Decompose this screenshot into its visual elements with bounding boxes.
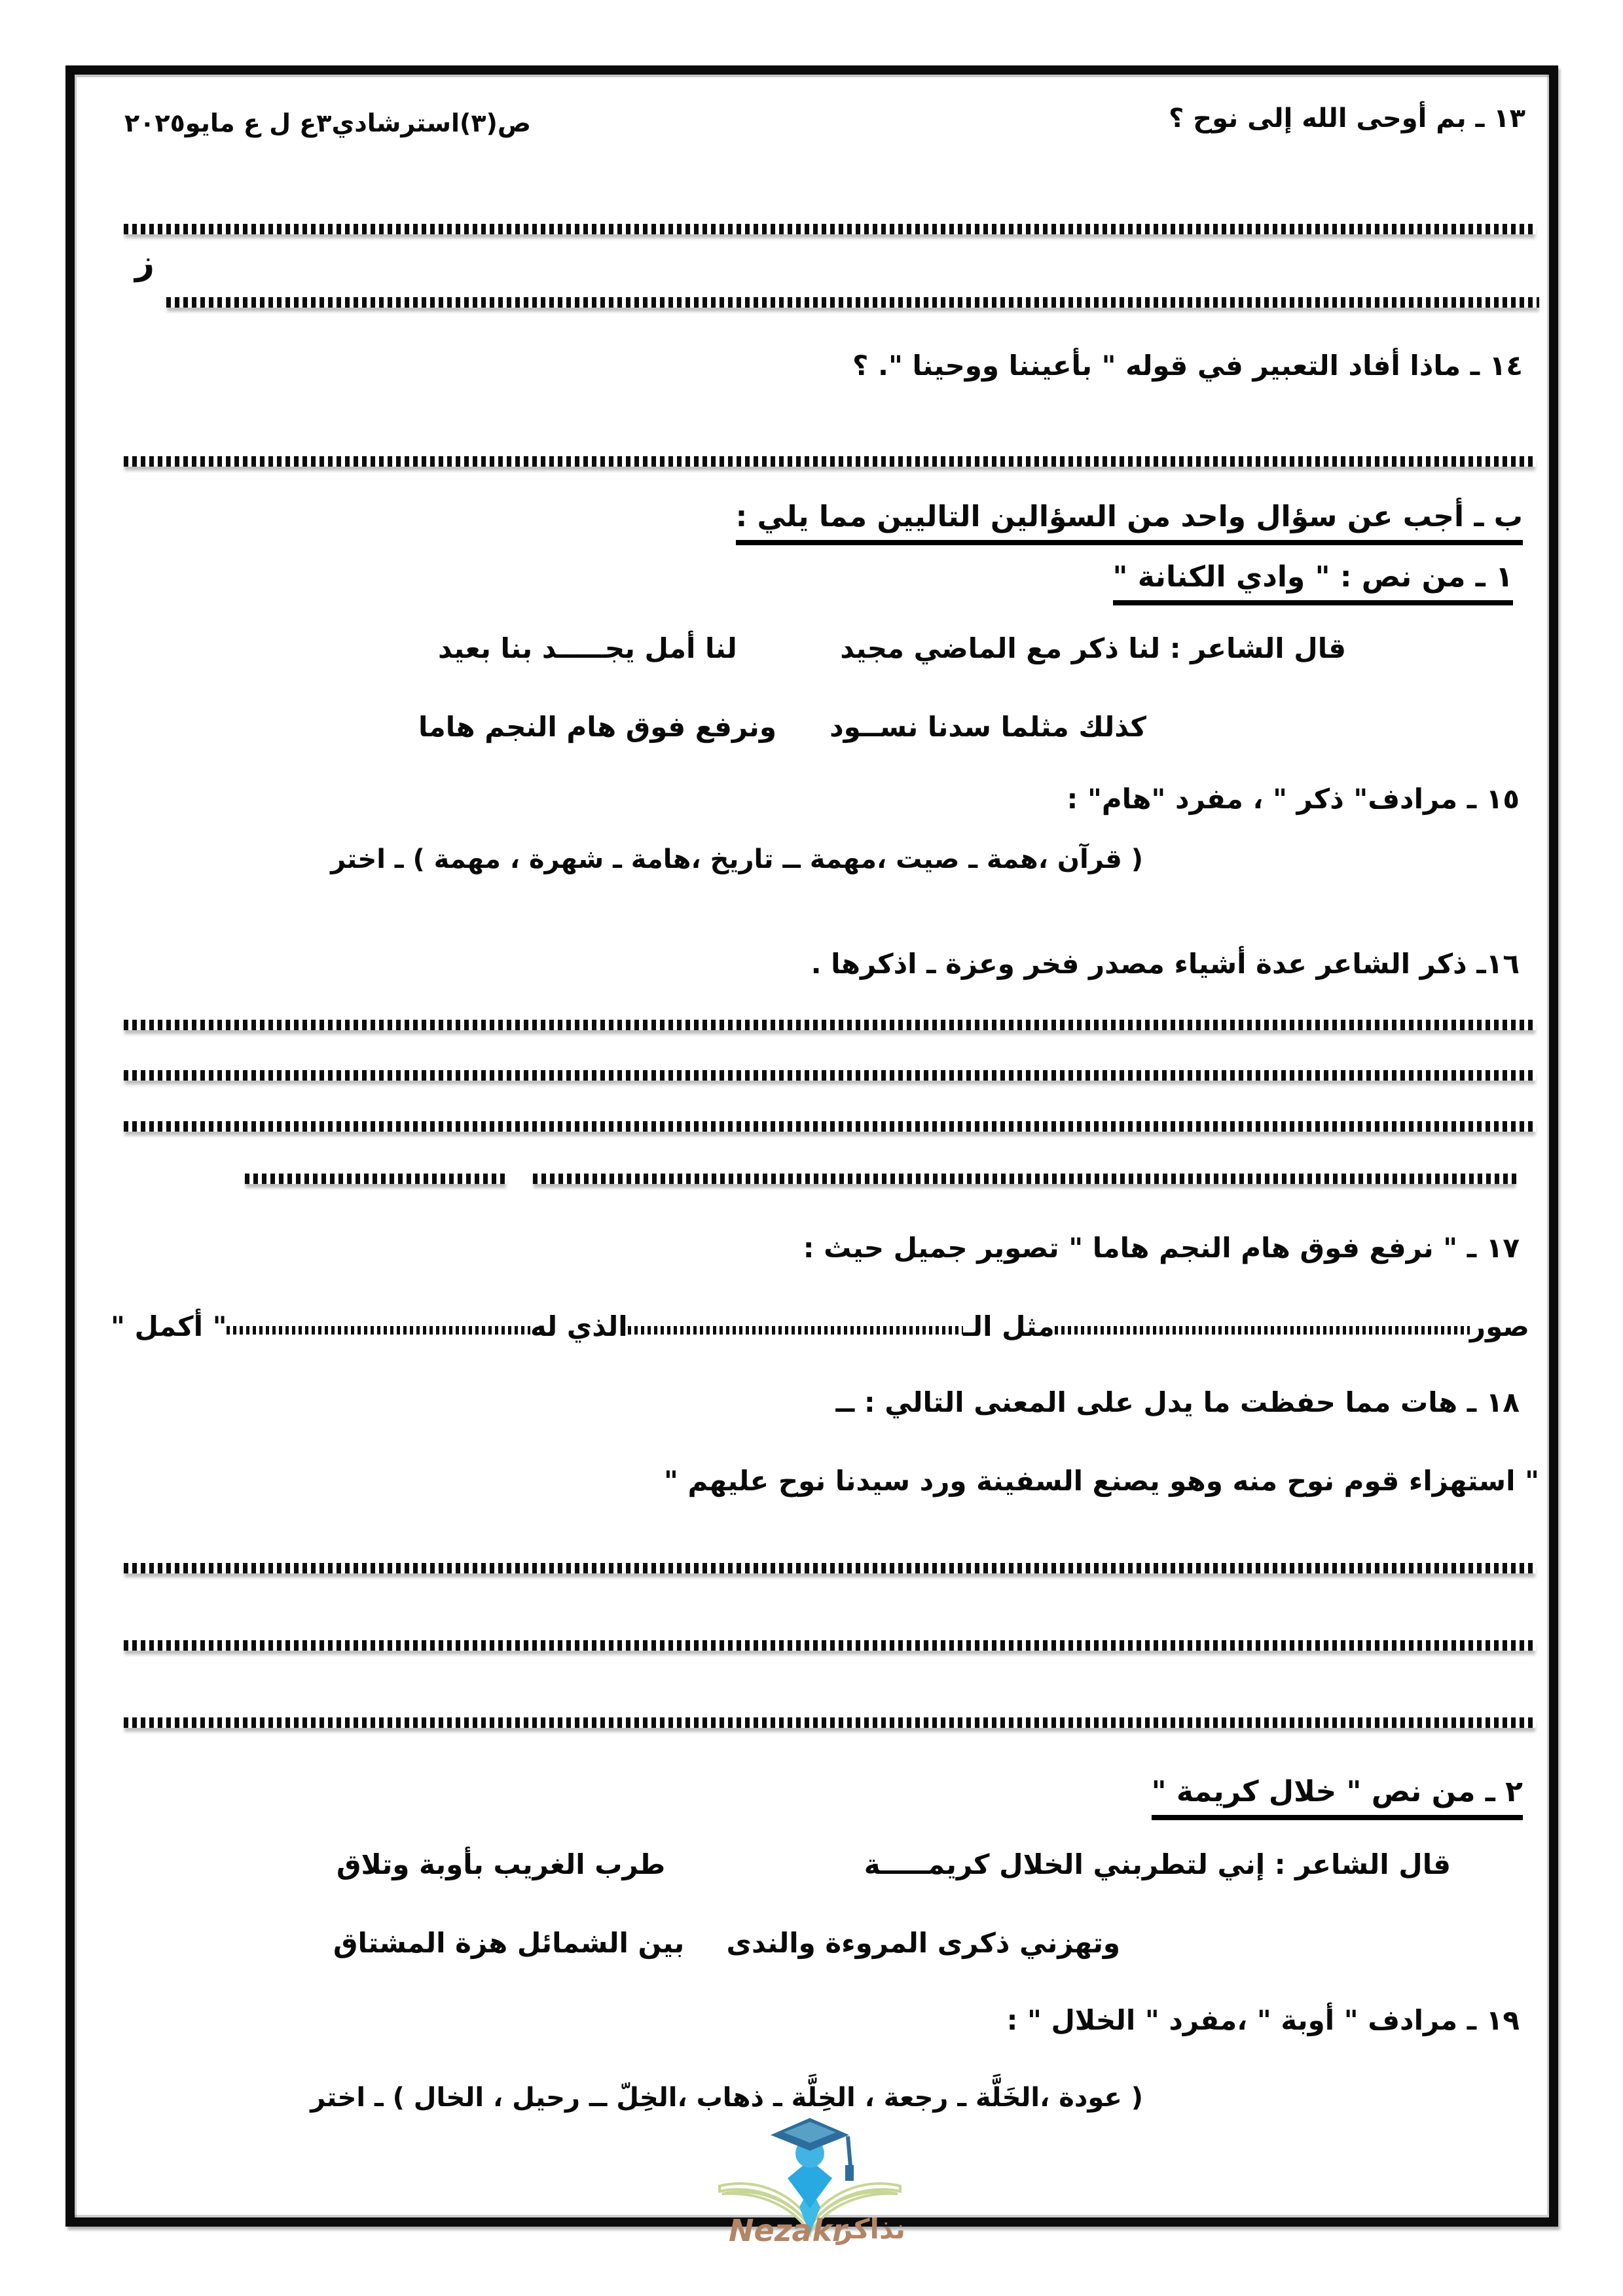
answer-line — [124, 1070, 1536, 1081]
answer-line — [124, 1121, 1536, 1132]
text1-heading: ١ ـ من نص : " وادي الكنانة " — [1113, 560, 1514, 605]
fill-word: الذي له — [530, 1310, 628, 1342]
hemistich-first: قال الشاعر : لنا ذكر مع الماضي مجيد — [840, 632, 1346, 664]
answer-line-segment — [245, 1174, 507, 1184]
hemistich-first: وتهزني ذكرى المروءة والندى — [726, 1927, 1120, 1959]
question-13: ١٣ ـ بم أوحى الله إلى نوح ؟ — [1169, 103, 1525, 134]
poem-verse — [333, 1927, 1120, 1959]
hemistich-second: بين الشمائل هزة المشتاق — [333, 1927, 685, 1959]
hemistich-first: كذلك مثلما سدنا نســود — [830, 711, 1146, 743]
question-19: ١٩ ـ مرادف " أوبة " ،مفرد " الخلال " : — [1006, 2004, 1520, 2036]
logo-name-arabic: نذاكر — [837, 2213, 905, 2245]
logo-name-latin: Nezakr — [729, 2213, 847, 2248]
fill-word: صور — [1469, 1310, 1529, 1342]
nezakr-logo — [710, 2110, 910, 2248]
question-15-options: ( قرآن ،همة ـ صيت ،مهمة ــ تاريخ ،هامة ـ شهرة ، مهمة ) ـ اختر — [331, 844, 1143, 874]
poem-verse — [418, 711, 1146, 743]
fill-word: مثل الـ — [962, 1310, 1055, 1342]
question-19-options: ( عودة ،الخَلَّة ـ رجعة ، الخِلَّة ـ ذهاب ،الخِلّ ــ رحيل ، الخال ) ـ اختر — [310, 2083, 1143, 2113]
hemistich-first: قال الشاعر : إني لتطربني الخلال كريمـــــة — [864, 1848, 1451, 1880]
answer-line — [166, 297, 1539, 308]
text2-heading: ٢ ـ من نص " خلال كريمة " — [1152, 1775, 1523, 1820]
answer-line — [124, 1717, 1536, 1728]
poem-verse — [337, 1848, 1451, 1880]
question-14: ١٤ ـ ماذا أفاد التعبير في قوله " بأعيننا ووحينا ". ؟ — [852, 350, 1523, 382]
answer-line — [124, 456, 1536, 467]
page-info: ص(٣)استرشادي٣ع ل ع مايو٢٠٢٥ — [124, 109, 532, 137]
question-17: ١٧ ـ " نرفع فوق هام النجم هاما " تصوير جميل حيث : — [803, 1232, 1520, 1264]
question-18: ١٨ ـ هات مما حفظت ما يدل على المعنى التالي : ــ — [835, 1386, 1520, 1418]
answer-letter: ز — [135, 243, 155, 283]
part-b-heading: ب ـ أجب عن سؤال واحد من السؤالين التاليين مما يلي : — [736, 500, 1523, 545]
answer-line — [124, 224, 1536, 234]
cap-tassel-icon — [848, 2136, 850, 2166]
hemistich-second: لنا أمل يجـــــد بنا بعيد — [438, 632, 737, 664]
fill-blank — [1055, 1326, 1470, 1335]
question-16: ١٦ـ ذكر الشاعر عدة أشياء مصدر فخر وعزة ـ اذكرها . — [811, 948, 1520, 980]
page-frame — [65, 65, 1558, 2227]
answer-line — [124, 1640, 1536, 1651]
question-18-quote: " استهزاء قوم نوح منه وهو يصنع السفينة ورد سيدنا نوح عليهم " — [664, 1465, 1539, 1497]
answer-line — [124, 1563, 1536, 1573]
nezakr-logo-graphic — [710, 2110, 910, 2248]
fill-blank — [227, 1326, 530, 1335]
answer-line — [245, 1174, 1516, 1184]
question-15: ١٥ ـ مرادف" ذكر " ، مفرد "هام" : — [1067, 783, 1520, 815]
cap-tassel-end-icon — [845, 2165, 854, 2181]
hemistich-second: طرب الغريب بأوبة وتلاق — [337, 1848, 666, 1880]
fill-word: " أكمل " — [111, 1310, 227, 1342]
hemistich-second: ونرفع فوق هام النجم هاما — [418, 711, 776, 743]
poem-verse — [438, 632, 1346, 664]
fill-blank — [628, 1326, 963, 1335]
answer-line-segment — [533, 1174, 1516, 1184]
question-17-fill-line — [111, 1310, 1529, 1342]
answer-line — [124, 1020, 1536, 1030]
